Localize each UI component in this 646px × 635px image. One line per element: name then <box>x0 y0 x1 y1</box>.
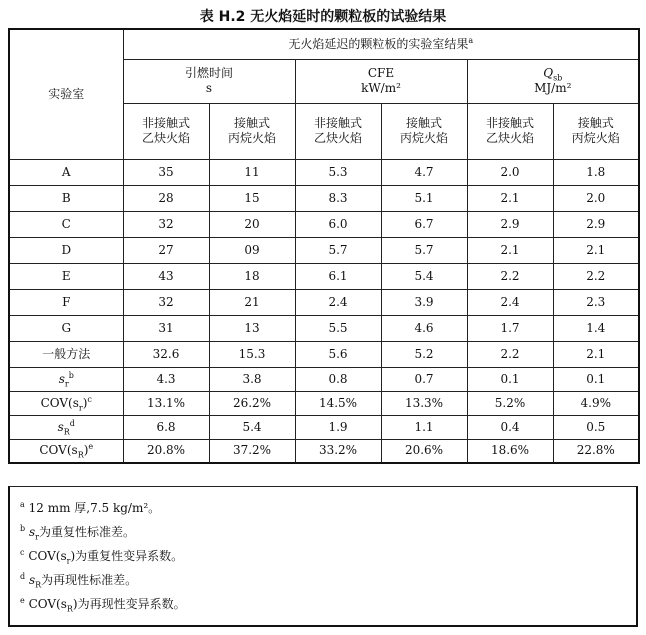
footnote-e: $^e$ $COV(s_R)$为再现性变异系数。 <box>20 596 186 614</box>
table-cell: 20 <box>209 211 295 237</box>
footnote-a: $^a$ 12 mm 厚,7.5 kg/m²。 <box>20 500 161 515</box>
row-stat-label: $s_R^d$ <box>9 415 123 439</box>
table-cell: 28 <box>123 185 209 211</box>
table-cell: 26.2% <box>209 391 295 415</box>
table-cell: 6.0 <box>295 211 381 237</box>
table-cell: 0.1 <box>467 367 553 391</box>
table-cell: 2.1 <box>553 237 639 263</box>
table-cell: 1.1 <box>381 415 467 439</box>
table-row <box>9 237 639 263</box>
table-cell: 5.4 <box>381 263 467 289</box>
header-lab: 实验室 <box>9 29 123 159</box>
table-row <box>9 315 639 341</box>
table-cell: 0.1 <box>553 367 639 391</box>
table-cell: 2.2 <box>553 263 639 289</box>
table-row-stat <box>9 439 639 463</box>
table-cell: 2.0 <box>467 159 553 185</box>
table-cell: 5.4 <box>209 415 295 439</box>
subheader-noncontact-acetylene: 非接触式 乙炔火焰 <box>123 103 209 159</box>
table-cell: 4.3 <box>123 367 209 391</box>
table-cell: 13 <box>209 315 295 341</box>
table-title: 表 H.2 无火焰延时的颗粒板的试验结果 <box>199 9 447 25</box>
table-cell: 2.1 <box>467 237 553 263</box>
table-cell: 2.9 <box>553 211 639 237</box>
table-row <box>9 341 639 367</box>
table-cell: 2.1 <box>553 341 639 367</box>
table-cell: 37.2% <box>209 439 295 463</box>
table-cell: 13.3% <box>381 391 467 415</box>
table-cell: 43 <box>123 263 209 289</box>
table-cell: 1.7 <box>467 315 553 341</box>
table-cell: 27 <box>123 237 209 263</box>
table-cell: 35 <box>123 159 209 185</box>
table-cell: 18.6% <box>467 439 553 463</box>
table-cell: 2.2 <box>467 341 553 367</box>
table-cell: 6.7 <box>381 211 467 237</box>
row-lab-label: 一般方法 <box>9 341 123 367</box>
table-cell: 0.8 <box>295 367 381 391</box>
table-cell: 8.3 <box>295 185 381 211</box>
table-cell: 0.4 <box>467 415 553 439</box>
row-stat-label: $COV(s_r)^c$ <box>9 391 123 415</box>
table-cell: 32 <box>123 289 209 315</box>
row-lab-label: E <box>9 263 123 289</box>
subheader-contact-propane: 接触式 丙烷火焰 <box>553 103 639 159</box>
table-cell: 0.7 <box>381 367 467 391</box>
table-row <box>9 289 639 315</box>
table-cell: 11 <box>209 159 295 185</box>
table-cell: 18 <box>209 263 295 289</box>
table-cell: 20.6% <box>381 439 467 463</box>
header-cfe: CFE kW/m² <box>295 59 467 103</box>
footnote-c: $^c$ $COV(s_r)$为重复性变异系数。 <box>20 548 184 566</box>
subheader-contact-propane: 接触式 丙烷火焰 <box>209 103 295 159</box>
table-cell: 2.4 <box>295 289 381 315</box>
table-cell: 5.3 <box>295 159 381 185</box>
table-row <box>9 159 639 185</box>
row-lab-label: B <box>9 185 123 211</box>
table-cell: 2.9 <box>467 211 553 237</box>
table-cell: 33.2% <box>295 439 381 463</box>
table-cell: 5.1 <box>381 185 467 211</box>
footnote-b: $^b$ $s_r$为重复性标准差。 <box>20 524 135 542</box>
table-cell: 5.2 <box>381 341 467 367</box>
subheader-contact-propane: 接触式 丙烷火焰 <box>381 103 467 159</box>
table-cell: 5.2% <box>467 391 553 415</box>
table-row-stat <box>9 415 639 439</box>
table-cell: 09 <box>209 237 295 263</box>
table-cell: 1.9 <box>295 415 381 439</box>
subheader-noncontact-acetylene: 非接触式 乙炔火焰 <box>295 103 381 159</box>
table-row-stat <box>9 367 639 391</box>
table-cell: 22.8% <box>553 439 639 463</box>
header-group: 无火焰延迟的颗粒板的实验室结果$^a$ <box>123 29 639 59</box>
footnotes <box>8 486 638 627</box>
table-cell: 32 <box>123 211 209 237</box>
row-lab-label: A <box>9 159 123 185</box>
table-cell: 2.0 <box>553 185 639 211</box>
table-row-stat <box>9 391 639 415</box>
row-lab-label: F <box>9 289 123 315</box>
table-cell: 6.1 <box>295 263 381 289</box>
table-cell: 4.7 <box>381 159 467 185</box>
table-cell: 31 <box>123 315 209 341</box>
table-cell: 14.5% <box>295 391 381 415</box>
table-cell: 5.7 <box>381 237 467 263</box>
table-cell: 1.8 <box>553 159 639 185</box>
row-stat-label: $s_r^b$ <box>9 367 123 391</box>
table-cell: 2.1 <box>467 185 553 211</box>
table-cell: 6.8 <box>123 415 209 439</box>
table-cell: 32.6 <box>123 341 209 367</box>
table-cell: 4.6 <box>381 315 467 341</box>
table-cell: 5.7 <box>295 237 381 263</box>
table-cell: 4.9% <box>553 391 639 415</box>
table-row <box>9 263 639 289</box>
row-lab-label: C <box>9 211 123 237</box>
table-row <box>9 211 639 237</box>
table-cell: 3.9 <box>381 289 467 315</box>
footnote-d: $^d$ $s_R$为再现性标准差。 <box>20 572 138 590</box>
table-row <box>9 185 639 211</box>
table-cell: 2.4 <box>467 289 553 315</box>
row-lab-label: D <box>9 237 123 263</box>
row-lab-label: G <box>9 315 123 341</box>
subheader-noncontact-acetylene: 非接触式 乙炔火焰 <box>467 103 553 159</box>
table-cell: 20.8% <box>123 439 209 463</box>
table-cell: 2.3 <box>553 289 639 315</box>
table-cell: 3.8 <box>209 367 295 391</box>
table-cell: 5.5 <box>295 315 381 341</box>
header-qsb: $Q_{sb}$ MJ/m² <box>467 59 639 103</box>
row-stat-label: $COV(s_R)^e$ <box>9 439 123 463</box>
table-cell: 2.2 <box>467 263 553 289</box>
table-cell: 1.4 <box>553 315 639 341</box>
header-ignition: 引燃时间 s <box>123 59 295 103</box>
table-cell: 13.1% <box>123 391 209 415</box>
table-cell: 5.6 <box>295 341 381 367</box>
table-cell: 21 <box>209 289 295 315</box>
table-cell: 0.5 <box>553 415 639 439</box>
table-cell: 15.3 <box>209 341 295 367</box>
table-cell: 15 <box>209 185 295 211</box>
results-table <box>8 28 640 464</box>
